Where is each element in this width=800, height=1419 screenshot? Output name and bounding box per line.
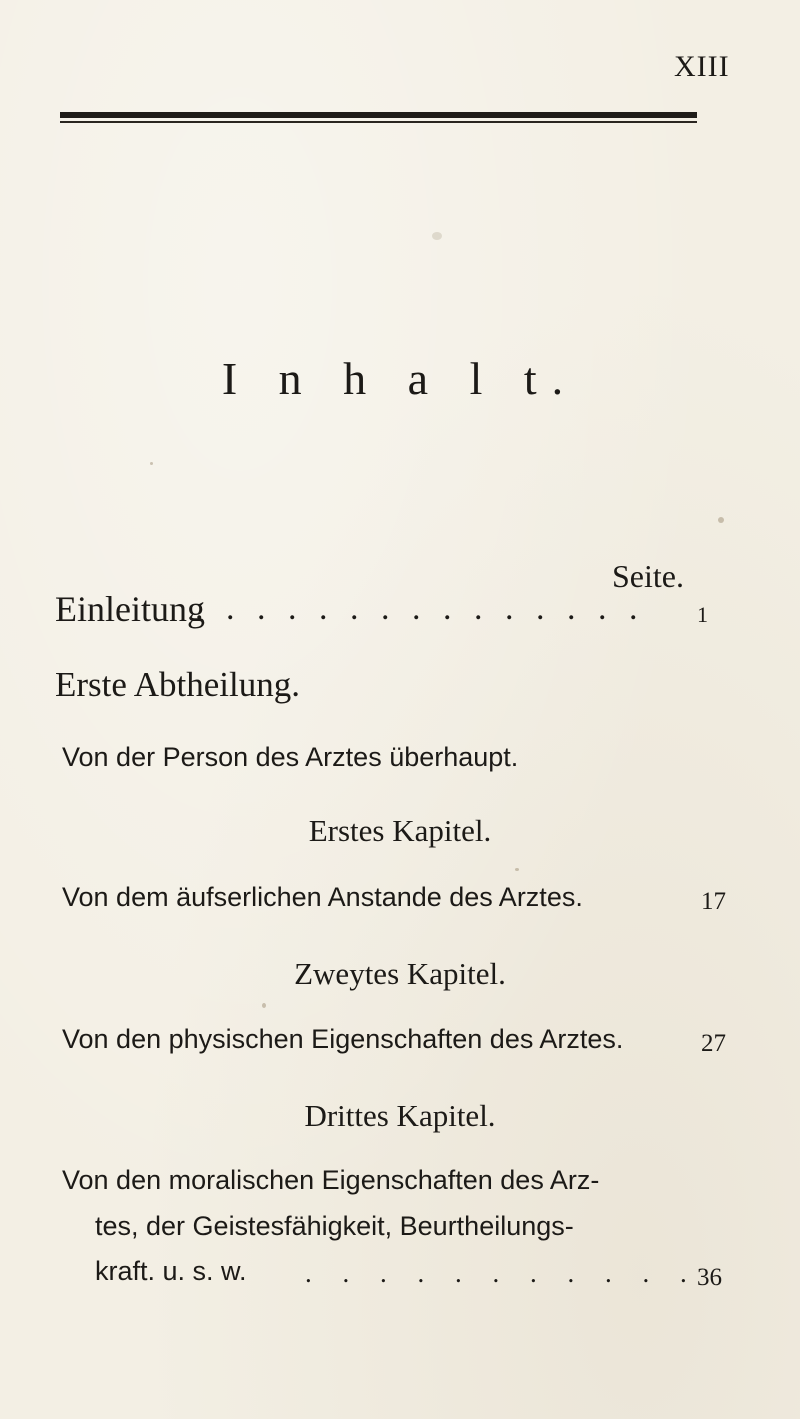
paper-speck bbox=[432, 232, 442, 240]
header-rule-thin bbox=[60, 121, 697, 123]
contents-title: I n h a l t. bbox=[221, 353, 579, 404]
paper-speck bbox=[150, 462, 153, 465]
paper-speck bbox=[515, 868, 519, 871]
page-column-header: Seite. bbox=[612, 558, 684, 594]
header-rule-thick bbox=[60, 112, 697, 118]
chapter-three-text-line-1: Von den moralischen Eigenschaften des Arz- bbox=[62, 1165, 600, 1195]
chapter-three-text-line-3: kraft. u. s. w. bbox=[95, 1256, 247, 1286]
chapter-three-text-line-2: tes, der Geistesfähigkeit, Beurtheilungs- bbox=[95, 1211, 574, 1241]
chapter-three-heading: Drittes Kapitel. bbox=[304, 1098, 496, 1133]
chapter-one-page-number: 17 bbox=[701, 888, 726, 915]
part-one-subtitle: Von der Person des Arztes überhaupt. bbox=[62, 742, 519, 772]
chapter-two-text: Von den physischen Eigenschaften des Arztes. bbox=[62, 1024, 624, 1054]
part-one-heading: Erste Abtheilung. bbox=[55, 665, 300, 704]
introduction-label: Einleitung bbox=[55, 589, 205, 629]
introduction-leader-dots: . . . . . . . . . . . . . . . bbox=[195, 590, 645, 627]
chapter-two-heading: Zweytes Kapitel. bbox=[294, 956, 506, 991]
chapter-three-page-number: 36 bbox=[697, 1264, 722, 1291]
chapter-two-page-number: 27 bbox=[701, 1030, 726, 1057]
chapter-one-text: Von dem äufserlichen Anstande des Arztes. bbox=[62, 882, 583, 912]
introduction-page-number: 1 bbox=[697, 602, 708, 627]
chapter-one-heading: Erstes Kapitel. bbox=[308, 813, 492, 848]
paper-speck bbox=[718, 517, 724, 523]
page-number: XIII bbox=[674, 50, 730, 83]
chapter-three-leader-dots: . . . . . . . . . . . bbox=[305, 1258, 699, 1288]
paper-speck bbox=[262, 1003, 266, 1008]
